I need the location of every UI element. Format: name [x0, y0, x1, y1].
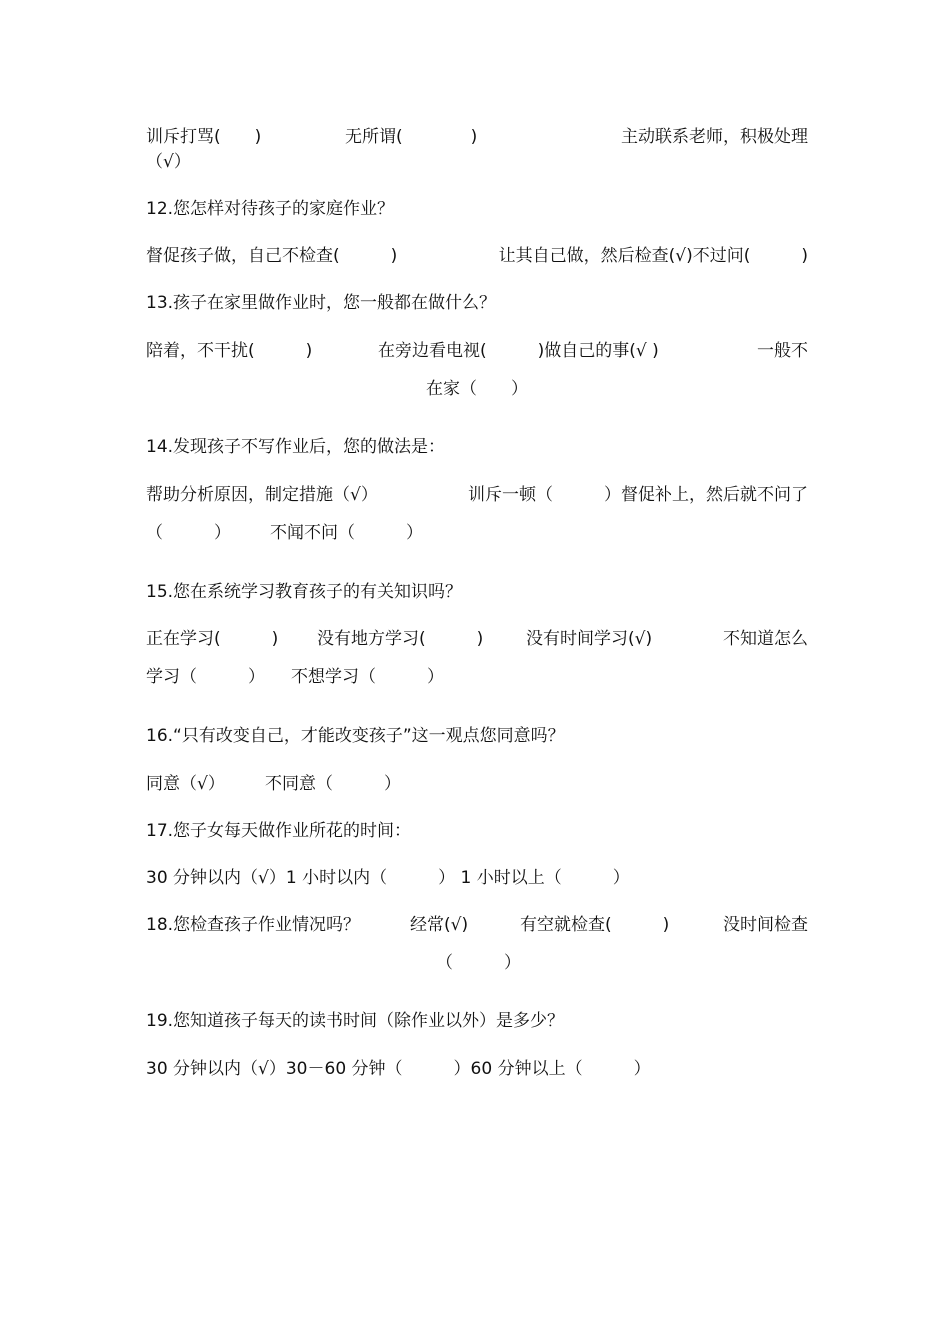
q11-option-contact-teacher-mark: （√）: [146, 152, 191, 172]
q15-question: 15.您在系统学习教育孩子的有关知识吗？: [146, 582, 463, 602]
q18-option-often: 经常(√): [410, 915, 469, 935]
q14-option-scold: 训斥一顿（ ）督促补上，然后就不问了: [468, 485, 808, 505]
q12-option-self-check: 让其自己做，然后检查(√)不过问( ): [498, 246, 808, 266]
q18-option-no-time-mark: （ ）: [436, 953, 521, 973]
q14-option-analyze: 帮助分析原因，制定措施（√）: [146, 485, 378, 505]
q15-option-no-place: 没有地方学习( ): [317, 629, 484, 649]
q18-option-no-time: 没时间检查: [723, 915, 808, 935]
q18-option-when-free: 有空就检查( ): [520, 915, 670, 935]
q15-option-dont-know-mark: 学习（ ）: [146, 667, 265, 687]
q19-question: 19.您知道孩子每天的读书时间（除作业以外）是多少？: [146, 1011, 565, 1031]
q15-option-dont-know: 不知道怎么: [723, 629, 808, 649]
q11-option-indifferent: 无所谓( ): [345, 127, 478, 147]
q16-option-agree: 同意（√）: [146, 774, 225, 794]
q18-question: 18.您检查孩子作业情况吗？: [146, 915, 361, 935]
q19-options: 30 分钟以内（√）30－60 分钟（ ）60 分钟以上（ ）: [146, 1059, 651, 1079]
q12-option-supervise: 督促孩子做，自己不检查( ): [146, 246, 398, 266]
q13-option-not-home-mark: 在家（ ）: [426, 379, 528, 399]
q14-question: 14.发现孩子不写作业后，您的做法是：: [146, 437, 446, 457]
q13-option-accompany: 陪着，不干扰( ): [146, 341, 313, 361]
q15-option-learning: 正在学习( ): [146, 629, 279, 649]
q11-option-scold: 训斥打骂( ): [146, 127, 262, 147]
q13-option-tv: 在旁边看电视( )做自己的事(√ ): [378, 341, 659, 361]
q17-question: 17.您子女每天做作业所花的时间：: [146, 821, 412, 841]
q16-question: 16.“只有改变自己，才能改变孩子”这一观点您同意吗？: [146, 726, 565, 746]
q14-option-scold-mark: （ ）: [146, 523, 231, 543]
q15-option-dont-want: 不想学习（ ）: [291, 667, 444, 687]
q11-option-contact-teacher: 主动联系老师，积极处理: [621, 127, 808, 147]
q13-option-not-home: 一般不: [757, 341, 808, 361]
q16-option-disagree: 不同意（ ）: [265, 774, 401, 794]
q14-option-ignore: 不闻不问（ ）: [270, 523, 423, 543]
q13-question: 13.孩子在家里做作业时，您一般都在做什么？: [146, 293, 497, 313]
q15-option-no-time: 没有时间学习(√): [526, 629, 653, 649]
q12-question: 12.您怎样对待孩子的家庭作业？: [146, 199, 395, 219]
q17-options: 30 分钟以内（√）1 小时以内（ ） 1 小时以上（ ）: [146, 868, 630, 888]
